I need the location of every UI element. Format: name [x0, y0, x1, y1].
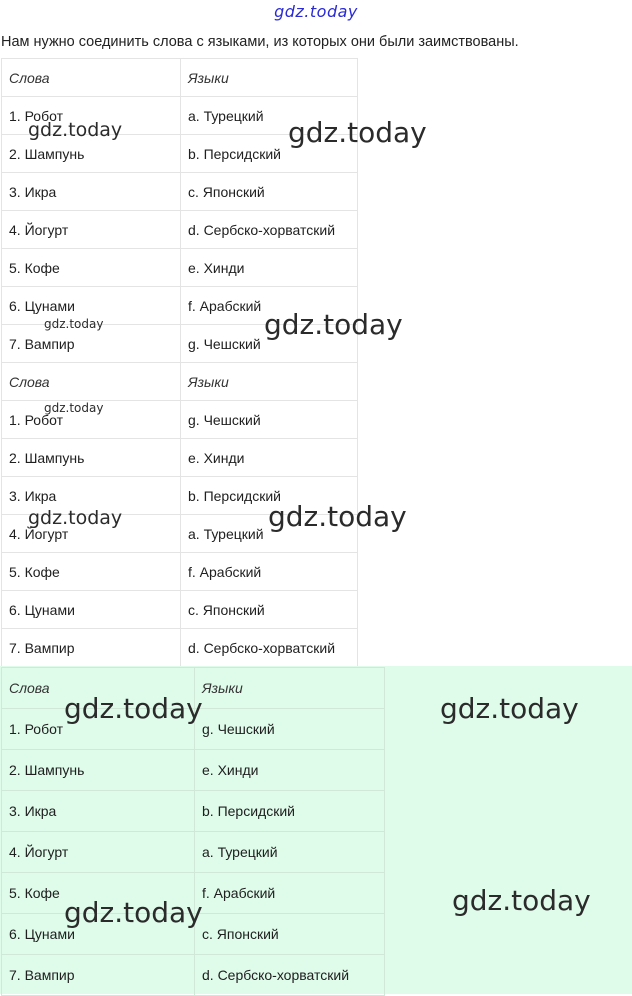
- table-header-row: [2, 363, 358, 401]
- language-cell: c. Японский: [181, 173, 358, 211]
- language-cell: g. Чешский: [181, 401, 358, 439]
- word-cell: 1. Робот: [2, 97, 181, 135]
- table-header-row: [2, 59, 358, 97]
- language-cell: c. Японский: [195, 914, 385, 955]
- word-cell: 2. Шампунь: [2, 439, 181, 477]
- watermark: gdz.today: [64, 896, 203, 929]
- header-languages: Языки: [195, 668, 385, 709]
- language-cell: f. Арабский: [181, 287, 358, 325]
- header-words: Слова: [2, 363, 181, 401]
- table-row: [2, 439, 358, 477]
- language-cell: g. Чешский: [195, 709, 385, 750]
- word-cell: 5. Кофе: [2, 553, 181, 591]
- word-cell: 3. Икра: [2, 173, 181, 211]
- language-cell: f. Арабский: [195, 873, 385, 914]
- table-row: [2, 791, 385, 832]
- word-cell: 3. Икра: [2, 477, 181, 515]
- table-row: [2, 249, 358, 287]
- language-cell: b. Персидский: [181, 477, 358, 515]
- table-row: [2, 211, 358, 249]
- language-cell: e. Хинди: [181, 249, 358, 287]
- word-cell: 4. Йогурт: [2, 832, 195, 873]
- word-cell: 3. Икра: [2, 791, 195, 832]
- watermark: gdz.today: [452, 884, 591, 917]
- table-row: [2, 553, 358, 591]
- watermark: gdz.today: [440, 692, 579, 725]
- word-cell: 2. Шампунь: [2, 750, 195, 791]
- language-cell: g. Чешский: [181, 325, 358, 363]
- table-row: [2, 955, 385, 996]
- language-cell: a. Турецкий: [195, 832, 385, 873]
- word-cell: 6. Цунами: [2, 591, 181, 629]
- site-logo[interactable]: gdz.today: [274, 2, 358, 21]
- watermark: gdz.today: [28, 119, 123, 141]
- language-cell: e. Хинди: [181, 439, 358, 477]
- word-cell: 4. Йогурт: [2, 211, 181, 249]
- watermark: gdz.today: [44, 401, 104, 415]
- header-words: Слова: [2, 668, 195, 709]
- watermark: gdz.today: [64, 692, 203, 725]
- language-cell: a. Турецкий: [181, 515, 358, 553]
- task-intro: Нам нужно соединить слова с языками, из которых они были заимствованы.: [1, 34, 519, 50]
- word-cell: 1. Робот: [2, 401, 181, 439]
- header-words: Слова: [2, 59, 181, 97]
- table-row: [2, 629, 358, 667]
- word-cell: 6. Цунами: [2, 287, 181, 325]
- word-cell: 4. Йогурт: [2, 515, 181, 553]
- language-cell: b. Персидский: [181, 135, 358, 173]
- word-cell: 2. Шампунь: [2, 135, 181, 173]
- watermark: gdz.today: [268, 500, 407, 533]
- language-cell: d. Сербско-хорватский: [181, 629, 358, 667]
- language-cell: f. Арабский: [181, 553, 358, 591]
- header-languages: Языки: [181, 363, 358, 401]
- word-cell: 7. Вампир: [2, 955, 195, 996]
- table-row: [2, 591, 358, 629]
- watermark: gdz.today: [264, 308, 403, 341]
- table-row: [2, 832, 385, 873]
- word-cell: 7. Вампир: [2, 325, 181, 363]
- language-cell: d. Сербско-хорватский: [181, 211, 358, 249]
- word-cell: 6. Цунами: [2, 914, 195, 955]
- language-cell: a. Турецкий: [181, 97, 358, 135]
- language-cell: c. Японский: [181, 591, 358, 629]
- word-cell: 5. Кофе: [2, 873, 195, 914]
- watermark: gdz.today: [28, 507, 123, 529]
- language-cell: b. Персидский: [195, 791, 385, 832]
- word-cell: 5. Кофе: [2, 249, 181, 287]
- header-languages: Языки: [181, 59, 358, 97]
- watermark: gdz.today: [288, 116, 427, 149]
- watermark: gdz.today: [44, 317, 104, 331]
- language-cell: d. Сербско-хорватский: [195, 955, 385, 996]
- word-cell: 1. Робот: [2, 709, 195, 750]
- word-cell: 7. Вампир: [2, 629, 181, 667]
- table-row: [2, 750, 385, 791]
- language-cell: e. Хинди: [195, 750, 385, 791]
- table-row: [2, 173, 358, 211]
